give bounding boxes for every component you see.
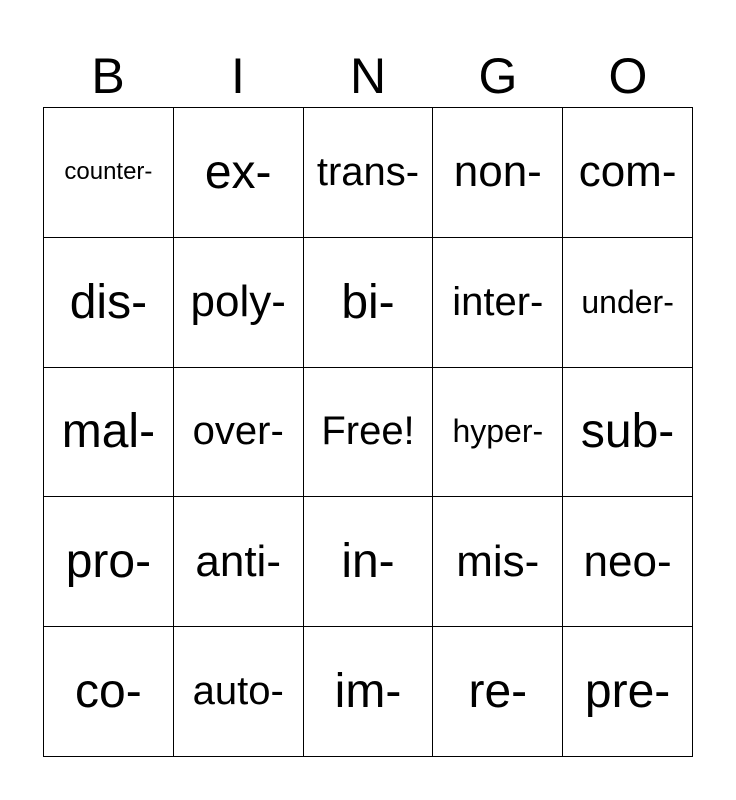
bingo-cell[interactable]: anti- xyxy=(174,497,304,627)
bingo-card xyxy=(43,107,693,757)
bingo-cell[interactable]: poly- xyxy=(174,238,304,368)
header-letter-b: B xyxy=(91,48,125,104)
header-letter-o: O xyxy=(608,48,648,104)
bingo-cell[interactable]: counter- xyxy=(44,108,174,238)
bingo-cell[interactable]: dis- xyxy=(44,238,174,368)
free-space[interactable]: Free! xyxy=(304,368,434,498)
bingo-header xyxy=(43,46,693,106)
bingo-cell[interactable]: re- xyxy=(433,627,563,757)
bingo-cell[interactable]: sub- xyxy=(563,368,693,498)
header-letter-g: G xyxy=(478,48,518,104)
bingo-cell[interactable]: trans- xyxy=(304,108,434,238)
bingo-cell[interactable]: bi- xyxy=(304,238,434,368)
bingo-cell[interactable]: auto- xyxy=(174,627,304,757)
bingo-cell[interactable]: mis- xyxy=(433,497,563,627)
bingo-cell[interactable]: im- xyxy=(304,627,434,757)
header-letter-n: N xyxy=(349,48,387,104)
bingo-cell[interactable]: co- xyxy=(44,627,174,757)
bingo-cell[interactable]: non- xyxy=(433,108,563,238)
header-letter-i: I xyxy=(231,48,245,104)
bingo-cell[interactable]: com- xyxy=(563,108,693,238)
bingo-cell[interactable]: mal- xyxy=(44,368,174,498)
bingo-cell[interactable]: pre- xyxy=(563,627,693,757)
bingo-cell[interactable]: inter- xyxy=(433,238,563,368)
bingo-cell[interactable]: under- xyxy=(563,238,693,368)
bingo-cell[interactable]: ex- xyxy=(174,108,304,238)
bingo-cell[interactable]: over- xyxy=(174,368,304,498)
bingo-cell[interactable]: hyper- xyxy=(433,368,563,498)
bingo-cell[interactable]: neo- xyxy=(563,497,693,627)
bingo-cell[interactable]: pro- xyxy=(44,497,174,627)
bingo-cell[interactable]: in- xyxy=(304,497,434,627)
